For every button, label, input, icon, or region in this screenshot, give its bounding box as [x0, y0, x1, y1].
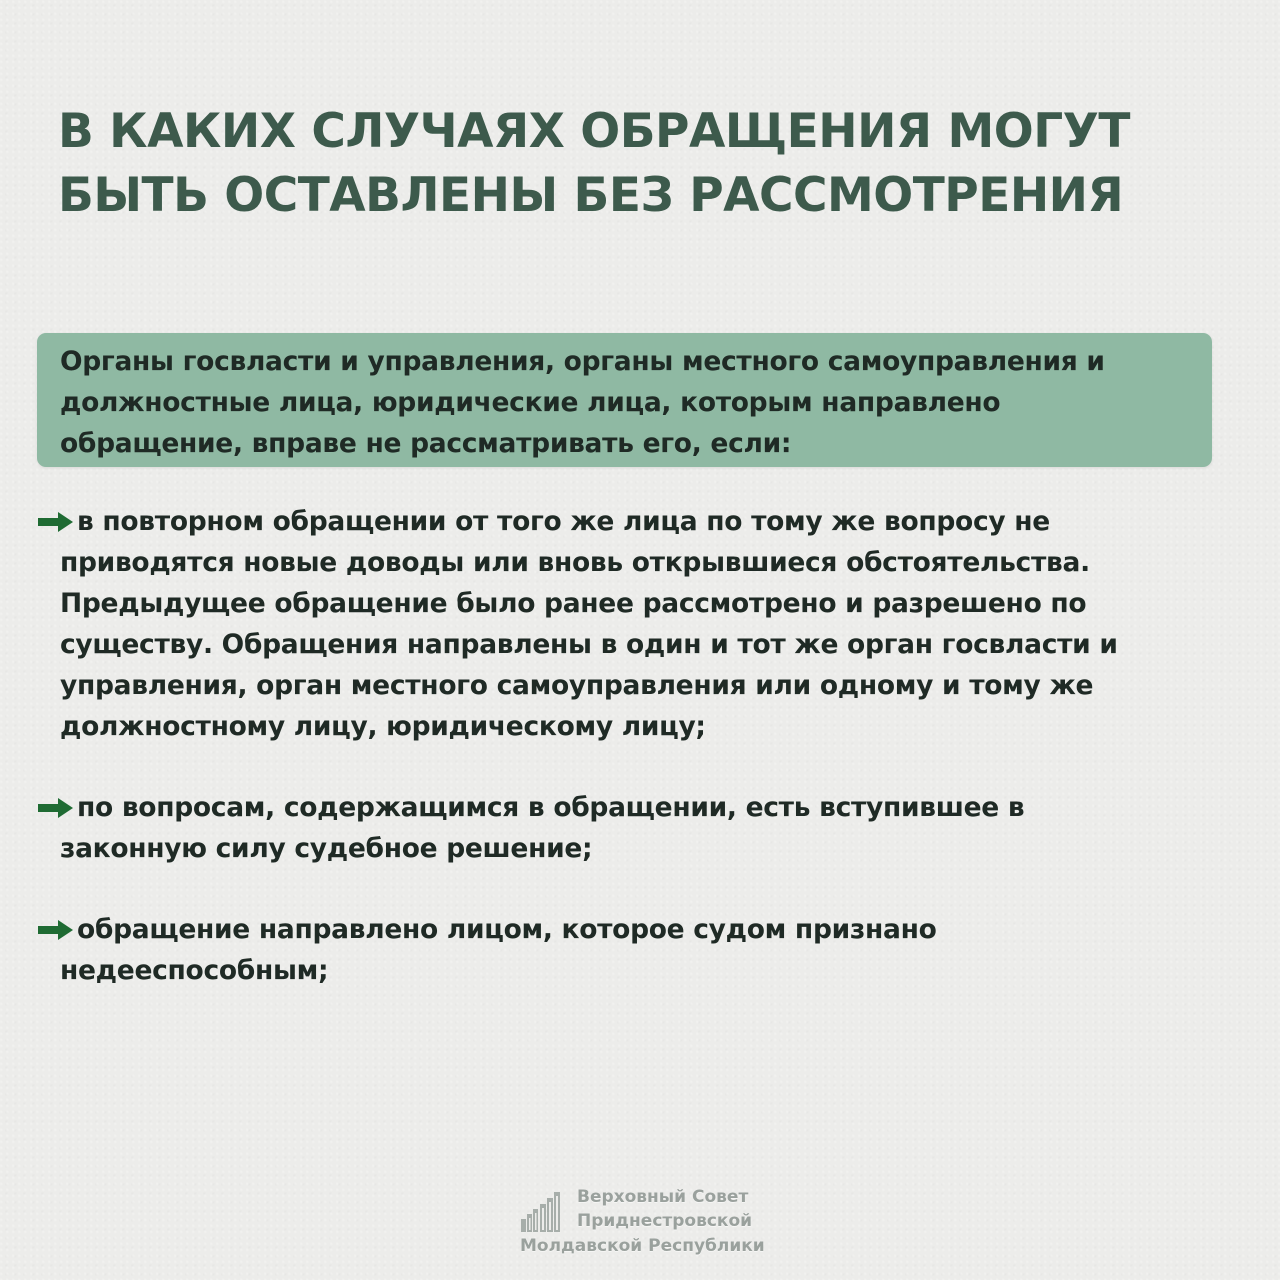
- title-line-1: В КАКИХ СЛУЧАЯХ ОБРАЩЕНИЯ МОГУТ: [58, 104, 1130, 159]
- item-line: управления, орган местного самоуправления или одному и тому же: [60, 670, 1094, 701]
- intro-line-1: Органы госвласти и управления, органы местного самоуправления и: [60, 346, 1105, 377]
- item-line: должностному лицу, юридическому лицу;: [60, 711, 706, 742]
- item-line: законную силу судебное решение;: [60, 833, 593, 864]
- item-line: приводятся новые доводы или вновь открывшиеся обстоятельства.: [60, 547, 1090, 578]
- page-title: [58, 100, 1238, 228]
- intro-text: [60, 341, 1192, 464]
- item-line: существу. Обращения направлены в один и тот же орган госвласти и: [60, 629, 1118, 660]
- arrow-right-icon: [37, 918, 75, 942]
- title-line-2: БЫТЬ ОСТАВЛЕНЫ БЕЗ РАССМОТРЕНИЯ: [58, 168, 1124, 223]
- list-item: [37, 909, 1217, 991]
- logo-text-line-2: Приднестровской: [577, 1211, 753, 1231]
- item-line: Предыдущее обращение было ранее рассмотрено и разрешено по: [60, 588, 1087, 619]
- arrow-right-icon: [37, 510, 75, 534]
- list-item: [37, 501, 1217, 747]
- parliament-building-icon: [520, 1190, 578, 1236]
- intro-line-2: должностные лица, юридические лица, которым направлено: [60, 387, 1001, 418]
- intro-line-3: обращение, вправе не рассматривать его, если:: [60, 428, 792, 459]
- item-line: по вопросам, содержащимся в обращении, есть вступившее в: [37, 787, 1217, 828]
- item-line: недееспособным;: [60, 955, 329, 986]
- logo-text-line-3: Молдавской Республики: [520, 1236, 765, 1256]
- list-item: [37, 787, 1217, 869]
- logo-text-line-1: Верховный Совет: [577, 1187, 749, 1207]
- item-line: в повторном обращении от того же лица по тому же вопросу не: [37, 501, 1217, 542]
- footer-logo: [518, 1186, 768, 1260]
- intro-box: [37, 333, 1212, 467]
- item-line: обращение направлено лицом, которое судом признано: [37, 909, 1217, 950]
- arrow-right-icon: [37, 796, 75, 820]
